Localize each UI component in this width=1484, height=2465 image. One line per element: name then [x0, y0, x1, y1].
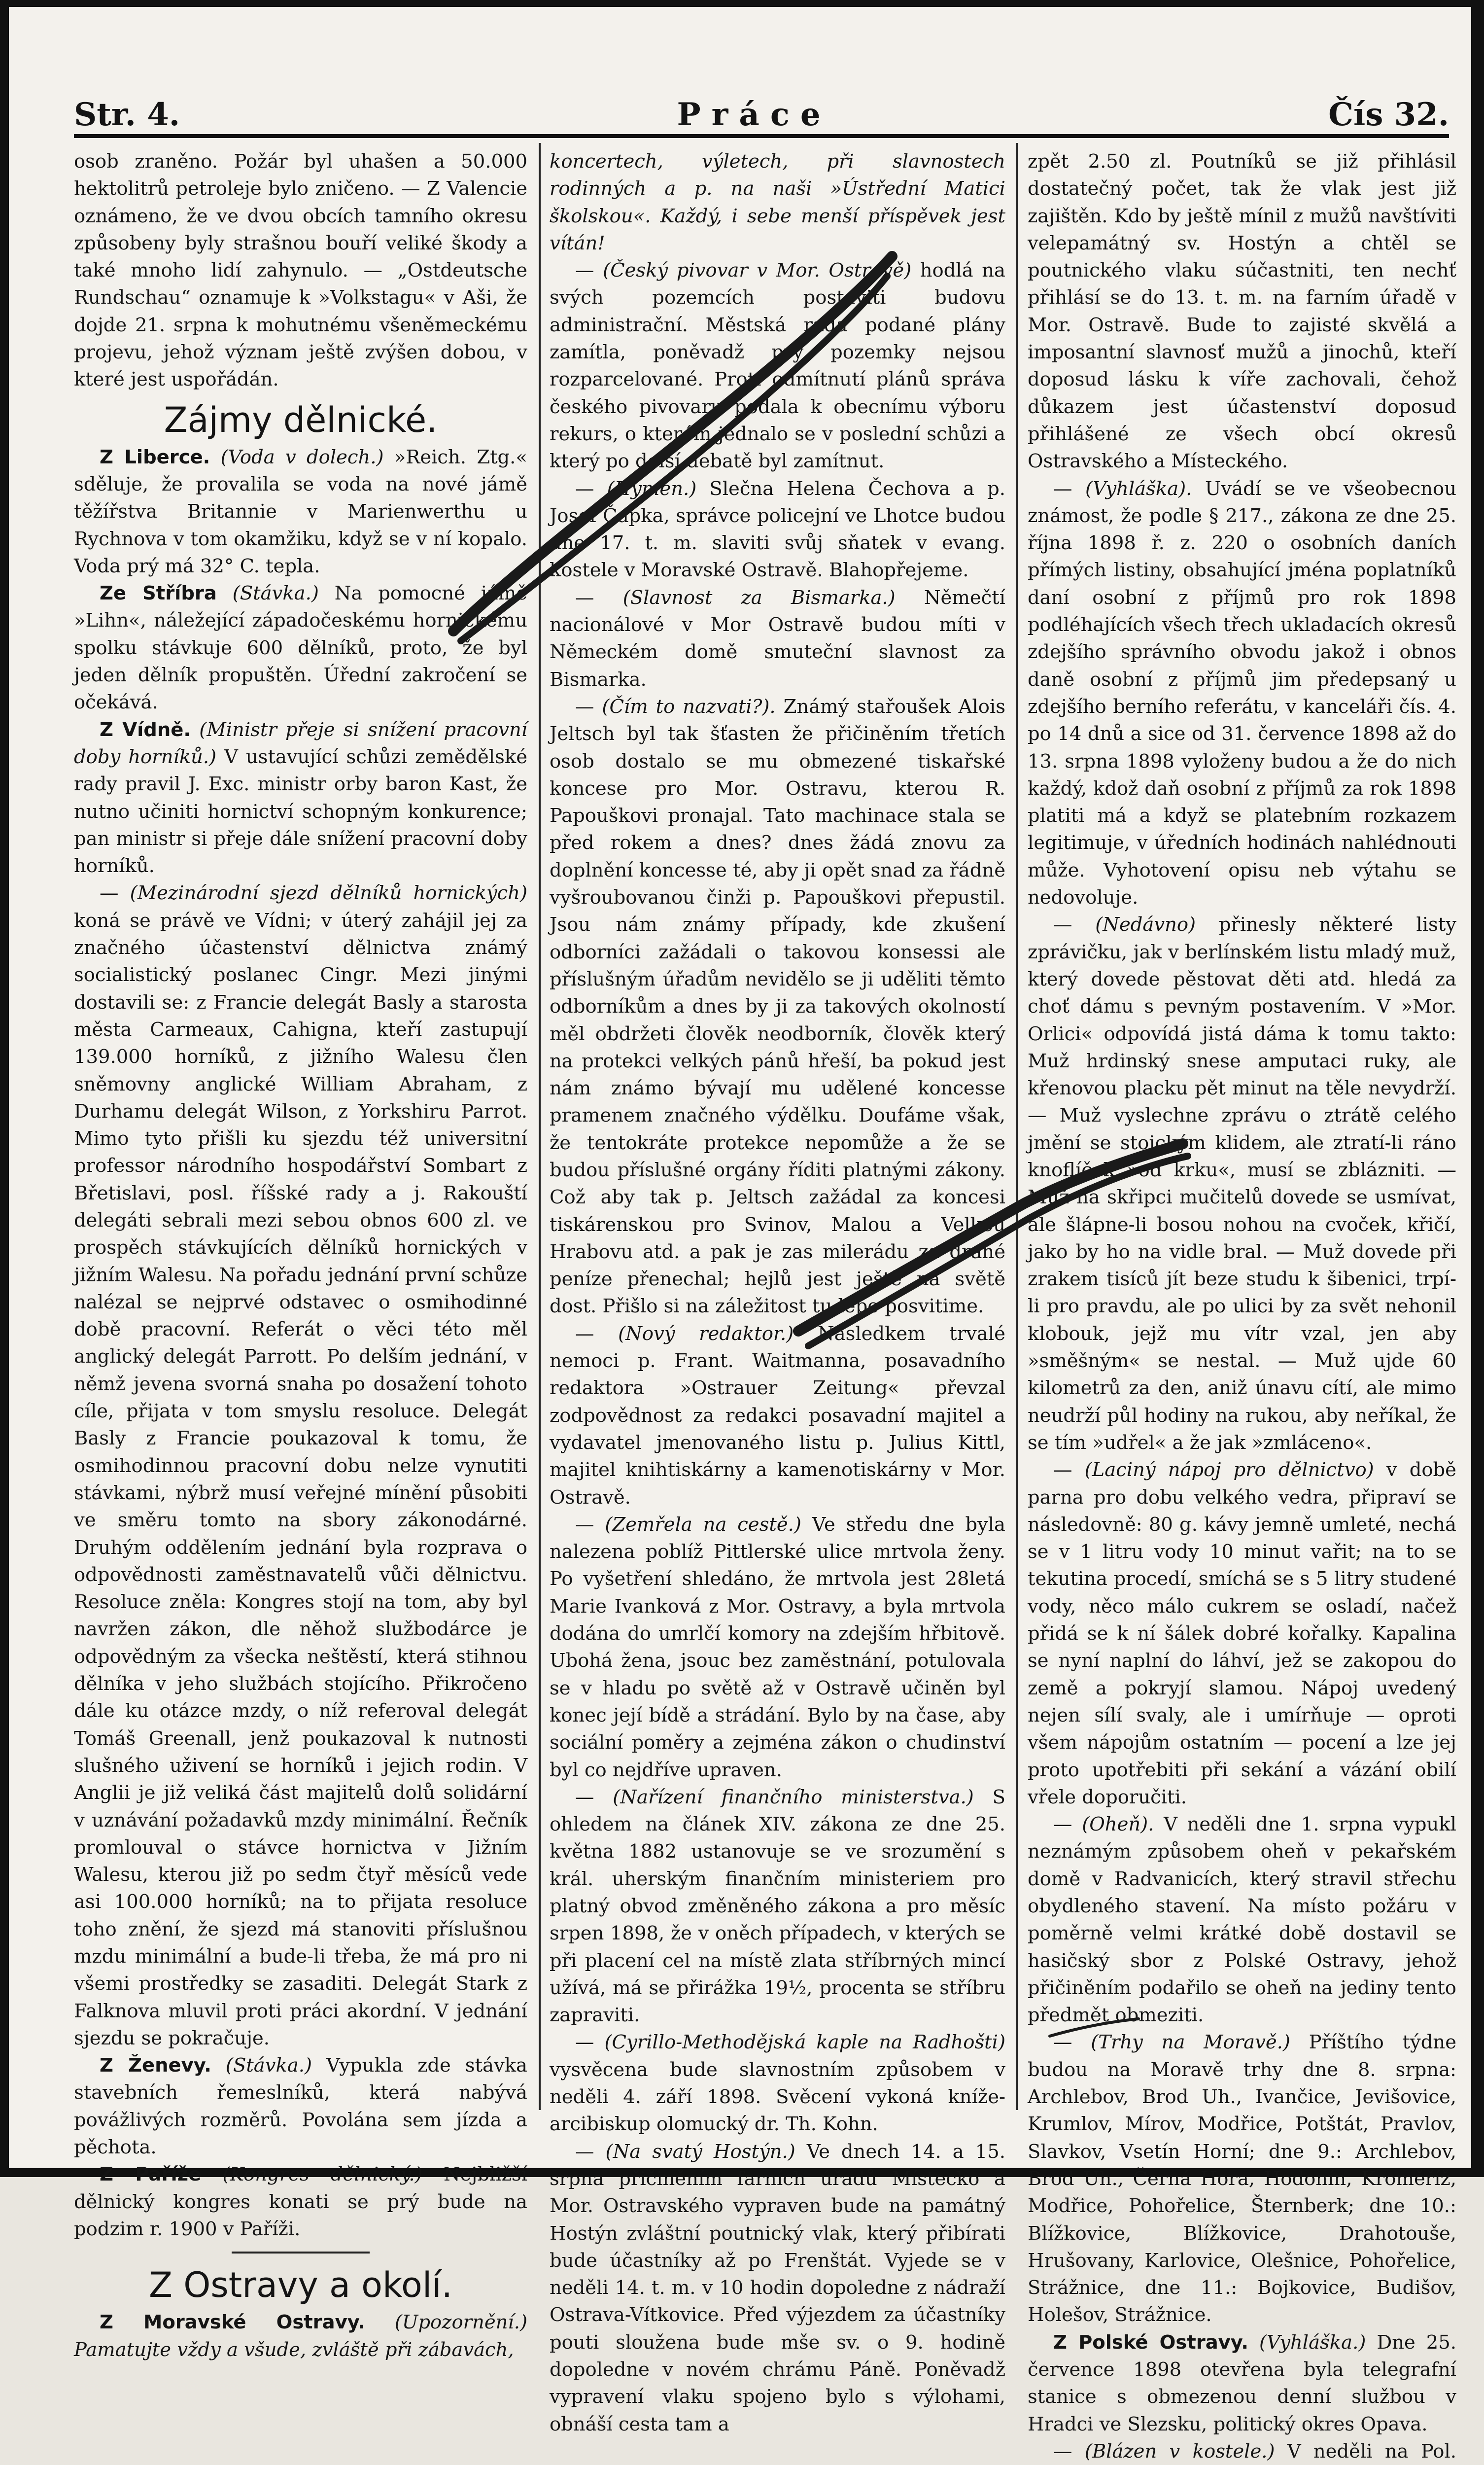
- article: — (Vyhláška). Uvádí se ve všeobecnou známost, že podle § 217., zákona ze dne 25. října 1898 ř. z. 220 o osobních daních přímých listiny, obsahující jména poplatníků daní osobní z příjmů pro rok 1898 podléhajících všech třech ukladacích okresů zdejšího správního obvodu jakož i obnos daně osobní z příjmů jim předepsaný u zdejšího berního referátu, v kanceláři čís. 4. po 14 dnů a sice od 31. července 1898 až do 13. srpna 1898 vyloženy budou a že do nich každý, kdož daň osobní z příjmů za rok 1898 platiti má a když se platebním rozkazem legitimuje, v úředních hodinách nahlédnouti může. Vyhotovení opisu neb výtahu se nedovoluje.: [1028, 477, 1456, 909]
- section-heading: Zájmy dělnické.: [164, 399, 438, 440]
- article: — (Cyrillo-Methodějská kaple na Radhošti) vysvěcena bude slavnostním způsobem v neděli 4. září 1898. Svěcení vykoná kníže-arcibiskup olomucký dr. Th. Kohn.: [550, 2031, 1005, 2136]
- article-title: (Trhy na Moravě.): [1091, 2031, 1290, 2054]
- article-text: Příštího týdne budou na Moravě trhy dne 8. srpna: Archlebov, Brod Uh., Ivančice, Jevišovice, Krumlov, Mírov, Modřice, Potštát, Pravlov, Slavkov, Vsetín Horní; dne 9.: Archlebov, Brod Uh., Černá Hora, Hodonín, Kroměříž, Modřice, Pohořelice, Šternberk; dne 10.: Blížkovice, Blížkovice, Drahotouše, Hrušovany, Karlovice, Olešnice, Pohořelice, Strážnice, dne 11.: Bojkovice, Budišov, Holešov, Strážnice.: [1028, 2031, 1456, 2326]
- article-text: Slečna Helena Čechova a p. Josef Čapka, správce policejní ve Lhotce budou dne 17. t. m. slaviti svůj sňatek v evang. kostele v Moravské Ostravě. Blahopřejeme.: [550, 477, 1005, 582]
- article: [74, 580, 527, 716]
- article: — (Mezinárodní sjezd dělníků hornických) koná se právě ve Vídni; v úterý zahájil jej za značného účastenství dělnictva známý socialistický poslanec Cingr. Mezi jinými dostavili se: z Francie delegát Basly a starosta města Carmeaux, Cahigna, kteří zastupují 139.000 horníků, z jižního Walesu člen sněmovny anglické William Abraham, z Durhamu delegát Wilson, z Yorkshiru Parrot. Mimo tyto přišli ku sjezdu též universitní professor národního hospodářství Sombart z Břetislavi, posl. říšské rady a j. Rakouští delegáti sebrali mezi sebou obnos 600 zl. ve prospěch stávkujících dělníků hornických v jižním Walesu. Na pořadu jednání první schůze nalézal se nejprvé odstavec o osmihodinné době pracovní. Referát o věci této měl anglický delegát Parrott. Po delším jednání, v němž jevena svorná snaha po dosažení tohoto cíle, přijata v tom smyslu resoluce. Delegát Basly z Francie poukazoval k tomu, že osmihodinnou pracovní dobu nelze vynutiti stávkami, nýbrž musí veřejné mínění působiti ve směru tomto na sbory zákonodárné. Druhým oddělením jednání byla rozprava o odpovědnosti zaměstnavatelů vůči dělnictvu. Resoluce zněla: Kongres stojí na tom, aby byl navržen zákon, dle něhož službodárce je odpovědným za všecka neštěstí, která stihnou dělníka v jeho službách stojícího. Přikročeno dále ku otázce mzdy, o níž referoval delegát Tomáš Greenall, jenž poukazoval k nutnosti slušného uživení se horníků i jejich rodin. V Anglii je již veliká část majitelů dolů solidární v uznávání požadavků mzdy minimální. Řečník promlouval o stávce hornictva v Jižním Walesu, kterou již po sedm čtyř měsíců vede asi 100.000 horníků; na to přijata resoluce toho znění, že sjezd má stanoviti příslušnou mzdu minimální a bude-li třeba, že má pro ni všemi prostředky se zasaditi. Delegát Stark z Falknova mluvil proti práci akordní. V jednání sjezdu se pokračuje.: [74, 882, 527, 2049]
- article-title: (Slavnost za Bismarka.): [622, 586, 896, 609]
- article-text: přinesly některé listy zprávičku, jak v berlínském listu mladý muž, který dovede pěstovat děti atd. hledá za choť dámu s pevným postavením. V »Mor. Orlici« odpovídá jistá dáma k tomu takto: Muž hrdinský snese amputaci ruky, ale křenovou placku pět minut na těle nevydrží. — Muž vyslechne zprávu o ztrátě celého jmění se stoickým klidem, ale ztratí-li ráno knoflíček »od krku«, musí se zblázniti. — Muž na skřipci mučitelů dovede se usmívat, ale šlápne-li bosou nohou na cvoček, křičí, jako by ho na vidle bral. — Muž dovede při zrakem tisíců jít beze studu k šibenici, trpí-li pro pravdu, ale po ulici by za svět nehonil klobouk, jejž mu vítr vzal, jen aby »směšným« se nestal. — Muž ujde 60 kilometrů za den, aniž únavu cítí, ale mimo neudrží půl hodiny na rukou, aby neříkal, že se tím »udřel« a že jak »zmláceno«.: [1028, 914, 1456, 1454]
- article-text: vysvěcena bude slavnostním způsobem v neděli 4. září 1898. Svěcení vykoná kníže-arcibiskup olomucký dr. Th. Kohn.: [550, 2058, 1005, 2136]
- article-title: (Mezinárodní sjezd dělníků hornických): [130, 882, 527, 905]
- article-title: (Blázen v kostele.): [1084, 2440, 1275, 2463]
- article-title: (Hymen.): [607, 477, 697, 500]
- article-text: Dne 25. července 1898 otevřena byla telegrafní stanice s obmezenou denní službou v Hradci ve Slezsku, politický okres Opava.: [1028, 2331, 1456, 2435]
- issue-number: Čís 32.: [1328, 96, 1449, 133]
- article: [74, 444, 527, 580]
- article-text: Němečtí nacionálové v Mor Ostravě budou míti v Německém domě smuteční slavnost za Bismarka.: [550, 586, 1005, 691]
- article: [74, 2309, 527, 2363]
- article-text: V ustavující schůzi zemědělské rady pravil J. Exc. ministr orby baron Kast, že nutno učiniti hornictví schopným konkurence; pan ministr si přeje dále snížení pracovní doby horníků.: [74, 745, 527, 878]
- article: — (Nařízení finančního ministerstva.) S ohledem na článek XIV. zákona ze dne 25. května 1882 ustanovuje se ve srozumění s král. uherským finančním ministeriem pro platný obvod změněného zákona a pro měsíc srpen 1898, že v oněch případech, v kterých se při placení cel na místě zlata stříbrných mincí užívá, má se přirážka 19½, procenta se stříbru zapraviti.: [550, 1786, 1005, 2027]
- article-title: (Čím to nazvati?).: [602, 695, 776, 718]
- article-title: (Nařízení finančního ministerstva.): [613, 1786, 974, 1808]
- column-1: [74, 148, 527, 2361]
- article-dateline: Z Paříže: [100, 2163, 202, 2186]
- article: — (Laciný nápoj pro dělnictvo) v době parna pro dobu velkého vedra, připraví se následovně: 80 g. kávy jemně umleté, nechá se v 1 litru vody 10 minut vařit; na to se tekutina procedí, smíchá se s 5 litry studené vody, něco málo cukrem se osladí, načež přidá se k ní šálek dobré kořalky. Kapalina se nyní naplní do láhví, jež se zakopou do země a pokryjí slamou. Nápoj uvedený nejen sílí svaly, ale i umírňuje — oproti všem nápojům ostatním — pocení a lze jej proto upotřebiti při sekání a vázání obilí vřele doporučiti.: [1028, 1459, 1456, 1808]
- article-text: Uvádí se ve všeobecnou známost, že podle § 217., zákona ze dne 25. října 1898 ř. z. 220 o osobních daních přímých listiny, obsahující jména poplatníků daní osobní z příjmů pro rok 1898 podléhajících všech třech ukladacích okresů zdejšího správního obvodu jakož i obnos daně osobní z příjmů jim předepsaný u zdejšího berního referátu, v kanceláři čís. 4. po 14 dnů a sice od 31. července 1898 až do 13. srpna 1898 vyloženy budou a že do nich každý, kdož daň osobní z příjmů za rok 1898 platiti má a když se platebním rozkazem legitimuje, v úředních hodinách nahlédnouti může. Vyhotovení opisu neb výtahu se nedovoluje.: [1028, 477, 1456, 909]
- article-text: Na pomocné jámě »Lihn«, náležející západočeskému hornickému spolku stávkuje 600 dělníků, proto, že byl jeden dělník propuštěn. Úřední zakročení se očekává.: [74, 582, 527, 714]
- article: — (Na svatý Hostýn.) Ve dnech 14. a 15. srpna přičiněním farních úřadů Místecko a Mor. Ostravského vypraven bude na památný Hostýn zvláštní poutnický vlak, který přibírati bude účastníky až po Frenštát. Vyjede se v neděli 14. t. m. v 10 hodin dopoledne z nádraží Ostrava-Vítkovice. Před výjezdem za účastníky pouti sloužena bude mše sv. o 9. hodině dopoledne v novém chrámu Páně. Poněvadž vypravení vlaku spojeno bylo s výlohami, obnáší cesta tam a: [550, 2140, 1006, 2435]
- article-text: V neděli dne 1. srpna vypukl neznámým způsobem oheň v pekařském domě v Radvanicích, který stravil střechu obydleného stavení. Na místo požáru v poměrně velmi krátké době dostavil se hasičský sbor z Polské Ostravy, jehož přičiněním podařilo se oheň na jediny tento předmět obmeziti.: [1028, 1813, 1456, 2027]
- article-text: Ve dnech 14. a 15. srpna přičiněním farních úřadů Místecko a Mor. Ostravského vypraven bude na památný Hostýn zvláštní poutnický vlak, který přibírati bude účastníky až po Frenštát. Vyjede se v neděli 14. t. m. v 10 hodin dopoledne z nádraží Ostrava-Vítkovice. Před výjezdem za účastníky pouti sloužena bude mše sv. o 9. hodině dopoledne v novém chrámu Páně. Poněvadž vypravení vlaku spojeno bylo s výlohami, obnáší cesta tam a: [550, 2140, 1006, 2435]
- article-title: (Na svatý Hostýn.): [605, 2140, 795, 2163]
- article-dateline: Z Moravské Ostravy.: [100, 2311, 365, 2334]
- article: [74, 2161, 527, 2243]
- article-title: (Český pivovar v Mor. Ostravě): [603, 259, 912, 282]
- article: — (Blázen v kostele.) V neděli na Pol.: [1028, 2438, 1456, 2465]
- article-dateline: Ze Stříbra: [100, 582, 217, 605]
- article-text: »Reich. Ztg.« sděluje, že provalila se voda na nové jámě těžířstva Britannie v Marienwerthu u Rychnova v tom okamžiku, když se v ní kopalo. Voda prý má 32° C. tepla.: [74, 446, 527, 577]
- article: [74, 2052, 527, 2161]
- article: — (Nový redaktor.) Následkem trvalé nemoci p. Frant. Waitmanna, posavadního redaktora »Ostrauer Zeitung« převzal zodpovědnost za redakci posavadní majitel a vydavatel jmenovaného listu p. Julius Kittl, majitel knihtiskárny a kamenotiskárny v Mor. Ostravě.: [550, 1322, 1005, 1509]
- column-3: [1028, 148, 1456, 2463]
- article-text: hodlá na svých pozemcích postaviti budovu administrační. Městská rada podané plány zamítla, poněvadž prý pozemky nejsou rozparcelované. Proti odmítnutí plánů správa českého pivovaru podala k obecnímu výboru rekurs, o kterém jednalo se v poslední schůzi a který po delší debatě byl zamítnut.: [550, 259, 1006, 473]
- article-title: (Cyrillo-Methodějská kaple na Radhošti): [604, 2031, 1005, 2054]
- column-2: [550, 148, 1006, 2435]
- article-text: V neděli na Pol.: [1287, 2440, 1456, 2463]
- section-heading: Z Ostravy a okolí.: [149, 2265, 452, 2306]
- article-title: (Oheň).: [1082, 1813, 1154, 1836]
- article-text: Nejbližší dělnický kongres konati se prý bude na podzim r. 1900 v Paříži.: [74, 2163, 527, 2240]
- article: — (Zemřela na cestě.) Ve středu dne byla nalezena poblíž Pittlerské ulice mrtvola ženy. Po vyšetření shledáno, že mrtvola jest 28letá Marie Ivanková z Mor. Ostravy, a byla mrtvola dodána do umrlčí komory na zdejším hřbitově. Ubohá žena, jsouc bez zaměstnání, potulovala se v hladu po světě až v Ostravě učiněn byl konec její bídě a strádání. Bylo by na čase, aby sociální poměry a zejména zákon o chudinství byl co nejdříve upraven.: [550, 1513, 1005, 1781]
- article-text: Ve středu dne byla nalezena poblíž Pittlerské ulice mrtvola ženy. Po vyšetření shledáno, že mrtvola jest 28letá Marie Ivanková z Mor. Ostravy, a byla mrtvola dodána do umrlčí komory na zdejším hřbitově. Ubohá žena, jsouc bez zaměstnání, potulovala se v hladu po světě až v Ostravě učiněn byl konec její bídě a strádání. Bylo by na čase, aby sociální poměry a zejména zákon o chudinství byl co nejdříve upraven.: [550, 1513, 1005, 1781]
- article-title: (Stávka.): [232, 582, 319, 605]
- article-text: zpět 2.50 zl. Poutníků se již přihlásil dostatečný počet, tak že vlak jest již zajištěn. Kdo by ještě mínil z mužů navštíviti velepamátný sv. Hostýn a chtěl se poutnického vlaku súčastniti, ten nechť přihlásí se do 13. t. m. na farním úřadě v Mor. Ostravě. Bude to zajisté skvělá a imposantní slavnosť mužů a jinochů, kteří doposud lásku k víře zachovali, čehož důkazem jest účastenství doposud přihlášené ze všech obcí okresů Ostravského a Místeckého.: [1028, 150, 1456, 473]
- article-title: (Zemřela na cestě.): [605, 1513, 801, 1536]
- article: [74, 716, 527, 880]
- article-text: Známý stařoušek Alois Jeltsch byl tak šťasten že přičiněním třetích osob dostalo se mu obmezené tiskařské koncese pro Mor. Ostravu, kterou R. Papouškovi pronajal. Tato machinace stala se před rokem a dnes? dnes žádá znovu za doplnění koncesse té, aby ji opět snad za řádně vyšroubovanou činži p. Papouškovi přepustil. Jsou nám známy případy, kde zkušení odborníci zažádali o takovou konsessi ale příslušným úřadům nevidělo se ji uděliti těmto odborníkům a dnes by ji za takových okolností měl obdržeti člověk neodborník, člověk který na protekci velkých pánů hřeší, ba pokud jest nám známo bývají mu udělené koncesse pramenem značného výdělku. Doufáme však, že tentokráte protekce nepomůže a že se budou příslušné orgány říditi platnými zákony. Což aby tak p. Jeltsch zažádal za koncesi tiskárenskou pro Svinov, Malou a Velkou Hrabovu atd. a pak je zas milerádu za drahé peníze přenechal; hejlů jest ještě na světě dost. Přišlo si na záležitost tu lépe posvitime.: [550, 695, 1005, 1318]
- article-title: (Vyhláška.): [1259, 2331, 1366, 2354]
- article: — (Čím to nazvati?). Známý stařoušek Alois Jeltsch byl tak šťasten že přičiněním třetích osob dostalo se mu obmezené tiskařské koncese pro Mor. Ostravu, kterou R. Papouškovi pronajal. Tato machinace stala se před rokem a dnes? dnes žádá znovu za doplnění koncesse té, aby ji opět snad za řádně vyšroubovanou činži p. Papouškovi přepustil. Jsou nám známy případy, kde zkušení odborníci zažádali o takovou konsessi ale příslušným úřadům nevidělo se ji uděliti těmto odborníkům a dnes by ji za takových okolností měl obdržeti člověk neodborník, člověk který na protekci velkých pánů hřeší, ba pokud jest nám známo bývají mu udělené koncesse pramenem značného výdělku. Doufáme však, že tentokráte protekce nepomůže a že se budou příslušné orgány říditi platnými zákony. Což aby tak p. Jeltsch zažádal za koncesi tiskárenskou pro Svinov, Malou a Velkou Hrabovu atd. a pak je zas milerádu za drahé peníze přenechal; hejlů jest ještě na světě dost. Přišlo si na záležitost tu lépe posvitime.: [550, 695, 1005, 1318]
- article-title: (Vyhláška).: [1085, 477, 1192, 500]
- article: — (Nedávno) přinesly některé listy zprávičku, jak v berlínském listu mladý muž, který dovede pěstovat děti atd. hledá za choť dámu s pevným postavením. V »Mor. Orlici« odpovídá jistá dáma k tomu takto: Muž hrdinský snese amputaci ruky, ale křenovou placku pět minut na těle nevydrží. — Muž vyslechne zprávu o ztrátě celého jmění se stoickým klidem, ale ztratí-li ráno knoflíček »od krku«, musí se zblázniti. — Muž na skřipci mučitelů dovede se usmívat, ale šlápne-li bosou nohou na cvoček, křičí, jako by ho na vidle bral. — Muž dovede při zrakem tisíců jít beze studu k šibenici, trpí-li pro pravdu, ale po ulici by za svět nehonil klobouk, jejž mu vítr vzal, jen aby »směšným« se nestal. — Muž ujde 60 kilometrů za den, aniž únavu cítí, ale mimo neudrží půl hodiny na rukou, aby neříkal, že se tím »udřel« a že jak »zmláceno«.: [1028, 914, 1456, 1454]
- section-separator: [232, 2252, 370, 2254]
- article-text: v době parna pro dobu velkého vedra, připraví se následovně: 80 g. kávy jemně umleté, nechá se v 1 litru vody 10 minut vařit; na to se tekutina procedí, smíchá se s 5 litry studené vody, něco málo cukrem se osladí, načež přidá se k ní šálek dobré kořalky. Kapalina se nyní naplní do láhví, jež se zakopou do země a pokryjí slamou. Nápoj uvedený nejen sílí svaly, ale i umírňuje — oproti všem nápojům ostatním — pocení a lze jej proto upotřebiti při sekání a vázání obilí vřele doporučiti.: [1028, 1459, 1456, 1808]
- article-text: koná se právě ve Vídni; v úterý zahájil jej za značného účastenství dělnictva známý socialistický poslanec Cingr. Mezi jinými dostavili se: z Francie delegát Basly a starosta města Carmeaux, Cahigna, kteří zastupují 139.000 horníků, z jižního Walesu člen sněmovny anglické William Abraham, z Durhamu delegát Wilson, z Yorkshiru Parrot. Mimo tyto přišli ku sjezdu též universitní professor národního hospodářství Sombart z Břetislavi, posl. říšské rady a j. Rakouští delegáti sebrali mezi sebou obnos 600 zl. ve prospěch stávkujících dělníků hornických v jižním Walesu. Na pořadu jednání první schůze nalézal se nejprvé odstavec o osmihodinné době pracovní. Referát o věci této měl anglický delegát Parrott. Po delším jednání, v němž jevena svorná snaha po dosažení tohoto cíle, přijata v tom smyslu resoluce. Delegát Basly z Francie poukazoval k tomu, že osmihodinnou pracovní dobu nelze vynutiti stávkami, nýbrž musí veřejné mínění působiti ve směru tomto na sbory zákonodárné. Druhým oddělením jednání byla rozprava o odpovědnosti zaměstnavatelů vůči dělnictvu. Resoluce zněla: Kongres stojí na tom, aby byl navržen zákon, dle něhož službodárce je odpovědným za všecka neštěstí, která stihnou dělníka v jeho službách stojícího. Přikročeno dále ku otázce mzdy, o níž referoval delegát Tomáš Greenall, jenž poukazoval k nutnosti slušného uživení se horníků i jejich rodin. V Anglii je již veliká část majitelů dolů solidární v uznávání požadavků mzdy minimální. Řečník promlouval o stávce hornictva v Jižním Walesu, kterou již po sedm čtyř měsíců vede asi 100.000 horníků; na to přijata resoluce toho znění, že sjezd má stanoviti příslušnou mzdu minimální a bude-li třeba, že má pro ni všemi prostředky se zasaditi. Delegát Stark z Falknova mluvil proti práci akordní. V jednání sjezdu se pokračuje.: [74, 909, 527, 2049]
- article-title: (Upozornění.) Pamatujte vždy a všude, zvláště při zábavách,: [74, 2311, 527, 2361]
- article-title: (Nový redaktor.): [618, 1322, 794, 1345]
- article-dateline: Z Vídně.: [100, 718, 191, 741]
- article: — (Český pivovar v Mor. Ostravě) hodlá na svých pozemcích postaviti budovu administrační. Městská rada podané plány zamítla, poněvadž prý pozemky nejsou rozparcelované. Proti odmítnutí plánů správa českého pivovaru podala k obecnímu výboru rekurs, o kterém jednalo se v poslední schůzi a který po delší debatě byl zamítnut.: [550, 259, 1006, 473]
- page-header: [74, 79, 1449, 133]
- article-text: Následkem trvalé nemoci p. Frant. Waitmanna, posavadního redaktora »Ostrauer Zeitung« převzal zodpovědnost za redakci posavadní majitel a vydavatel jmenovaného listu p. Julius Kittl, majitel knihtiskárny a kamenotiskárny v Mor. Ostravě.: [550, 1322, 1005, 1509]
- article-text: osob zraněno. Požár byl uhašen a 50.000 hektolitrů petroleje bylo zničeno. — Z Valencie oznámeno, že ve dvou obcích tamního okresu způsobeny byly strašnou bouří veliké škody a také mnoho lidí zahynulo. — „Ostdeutsche Rundschau“ oznamuje k »Volkstagu« v Aši, že dojde 21. srpna k mohutnému všeněmeckému projevu, jehož význam ještě zvýšen dobou, v které jest uspořádán.: [74, 150, 527, 391]
- scan-border-left: [0, 0, 9, 2177]
- article-title: (Voda v dolech.): [220, 446, 384, 468]
- page-number: Str. 4.: [74, 96, 180, 133]
- article: [1028, 2329, 1456, 2438]
- scan-border-right: [1471, 0, 1484, 2177]
- header-rule: [74, 134, 1449, 138]
- article-dateline: Z Ženevy.: [100, 2054, 211, 2077]
- article-text: koncertech, výletech, při slavnostech rodinných a p. na naši »Ústřední Matici školskou«. Každý, i sebe menší příspěvek jest vítán!: [550, 150, 1005, 254]
- newspaper-title: Práce: [677, 96, 831, 133]
- article-title: (Kongres dělnický.): [222, 2163, 422, 2186]
- article-title: (Laciný nápoj pro dělnictvo): [1084, 1459, 1374, 1481]
- column-divider: [539, 143, 541, 2110]
- article: [550, 148, 1005, 257]
- article-text: S ohledem na článek XIV. zákona ze dne 25. května 1882 ustanovuje se ve srozumění s král. uherským finančním ministeriem pro platný obvod změněného zákona a pro měsíc srpen 1898, že v oněch případech, v kterých se při placení cel na místě zlata stříbrných mincí užívá, má se přirážka 19½, procenta se stříbru zapraviti.: [550, 1786, 1005, 2027]
- scan-border-top: [0, 0, 1484, 7]
- article-title: (Ministr přeje si snížení pracovní doby horníků.): [74, 718, 527, 768]
- article: — (Trhy na Moravě.) Příštího týdne budou na Moravě trhy dne 8. srpna: Archlebov, Brod Uh., Ivančice, Jevišovice, Krumlov, Mírov, Modřice, Potštát, Pravlov, Slavkov, Vsetín Horní; dne 9.: Archlebov, Brod Uh., Černá Hora, Hodonín, Kroměříž, Modřice, Pohořelice, Šternberk; dne 10.: Blížkovice, Blížkovice, Drahotouše, Hrušovany, Karlovice, Olešnice, Pohořelice, Strážnice, dne 11.: Bojkovice, Budišov, Holešov, Strážnice.: [1028, 2031, 1456, 2326]
- article-dateline: Z Polské Ostravy.: [1053, 2331, 1248, 2354]
- article: — (Hymen.) Slečna Helena Čechova a p. Josef Čapka, správce policejní ve Lhotce budou dne 17. t. m. slaviti svůj sňatek v evang. kostele v Moravské Ostravě. Blahopřejeme.: [550, 477, 1005, 582]
- article-dateline: Z Liberce.: [100, 446, 210, 468]
- article: — (Oheň). V neděli dne 1. srpna vypukl neznámým způsobem oheň v pekařském domě v Radvanicích, který stravil střechu obydleného stavení. Na místo požáru v poměrně velmi krátké době dostavil se hasičský sbor z Polské Ostravy, jehož přičiněním podařilo se oheň na jediny tento předmět obmeziti.: [1028, 1813, 1456, 2027]
- article-title: (Stávka.): [225, 2054, 312, 2077]
- column-divider: [1016, 143, 1018, 2110]
- article: — (Slavnost za Bismarka.) Němečtí nacionálové v Mor Ostravě budou míti v Německém domě smuteční slavnost za Bismarka.: [550, 586, 1005, 691]
- article-title: (Nedávno): [1095, 914, 1196, 936]
- article-text: Vypukla zde stávka stavebních řemeslníků, která nabývá povážlivých rozměrů. Povolána sem jízda a pěchota.: [74, 2054, 527, 2159]
